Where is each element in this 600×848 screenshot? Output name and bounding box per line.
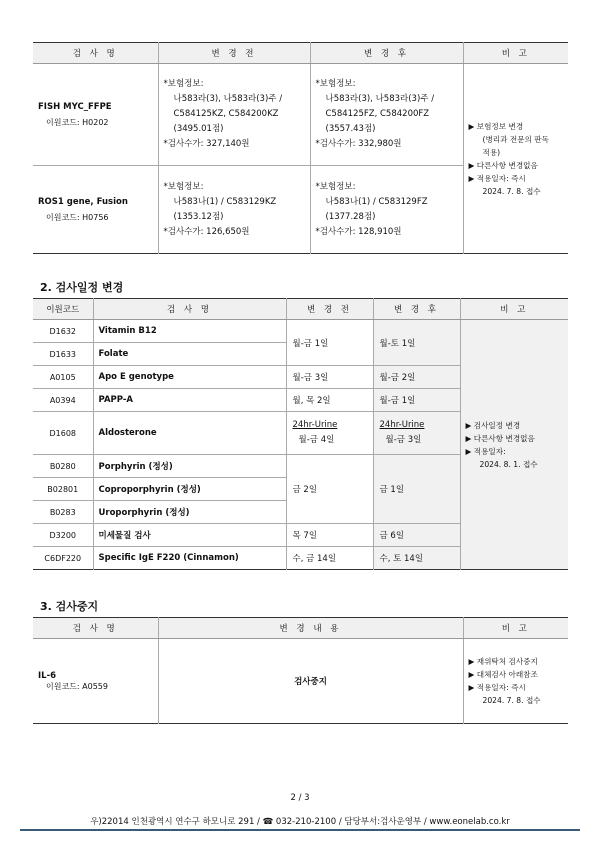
after-line: 나583나(1) / C583129FZ <box>325 196 428 207</box>
test-name: ROS1 gene, Fusion <box>38 196 128 207</box>
header-after: 변 경 후 <box>310 43 463 64</box>
test-code: 이원코드: H0202 <box>46 117 109 127</box>
header-test-name: 검 사 명 <box>33 43 158 64</box>
after-schedule <box>373 412 460 455</box>
before-line: *검사수가: 126,650원 <box>163 226 250 237</box>
test-code: 이원코드: H0756 <box>46 212 109 222</box>
test-cell <box>33 166 158 254</box>
test-name: 미세물질 검사 <box>93 524 286 547</box>
after-schedule: 금 1일 <box>373 455 460 524</box>
test-name: Specific IgE F220 (Cinnamon) <box>93 547 286 570</box>
change-content: 검사중지 <box>158 639 463 724</box>
note-line: 2024. 8. 1. 접수 <box>479 459 538 469</box>
note-line: (병리과 전문의 판독 <box>482 134 549 144</box>
header-test-name: 검 사 명 <box>33 618 158 639</box>
note-line: ▶ 적용일자: <box>465 446 506 456</box>
test-cell <box>33 64 158 166</box>
before-line: (1353.12점) <box>173 211 224 222</box>
footer-divider <box>20 829 580 831</box>
before-line: *검사수가: 327,140원 <box>163 139 250 149</box>
after-line: *검사수가: 332,980원 <box>315 139 402 149</box>
footer-address: 우)22014 인천광역시 연수구 하모니로 291 / ☎ 032-210-2100 / 담당부서:검사운영부 / www.eonelab.co.kr <box>90 817 510 827</box>
before-cell <box>158 166 310 254</box>
test-name: Vitamin B12 <box>93 320 286 343</box>
test-code: B02801 <box>33 478 93 501</box>
note-line: ▶ 대체검사 아래참조 <box>468 670 538 679</box>
note-line: 적용) <box>482 147 501 157</box>
after-schedule: 월-금 2일 <box>373 366 460 389</box>
insurance-change-table <box>33 42 568 254</box>
test-code: B0283 <box>33 501 93 524</box>
before-schedule: 금 2일 <box>286 455 373 524</box>
after-line: 나583라(3), 나583라(3)주 / <box>325 94 435 104</box>
before-schedule <box>286 412 373 455</box>
after-line: *보험정보: <box>315 79 356 89</box>
header-note: 비 고 <box>463 43 568 64</box>
test-code: A0105 <box>33 366 93 389</box>
after-line: *보험정보: <box>315 181 356 192</box>
test-code: D1632 <box>33 320 93 343</box>
test-discontinued-table <box>33 617 568 724</box>
header-note: 비 고 <box>463 618 568 639</box>
note-line: ▶ 다른사항 변경없음 <box>465 433 535 443</box>
table-row <box>33 64 568 166</box>
before-schedule: 목 7일 <box>286 524 373 547</box>
after-schedule: 수, 토 14일 <box>373 547 460 570</box>
test-code: D3200 <box>33 524 93 547</box>
table-header-row <box>33 618 568 639</box>
note-line: ▶ 다른사항 변경없음 <box>468 160 538 170</box>
note-cell <box>463 64 568 254</box>
after-schedule: 금 6일 <box>373 524 460 547</box>
before-line: C584125KZ, C584200KZ <box>173 109 279 119</box>
test-code: C6DF220 <box>44 553 82 563</box>
schedule-change-table <box>33 298 568 570</box>
note-cell <box>463 639 568 724</box>
note-line: ▶ 적용일자: 즉시 <box>468 173 526 183</box>
before-line: *보험정보: <box>163 79 204 89</box>
note-line: ▶ 검사일정 변경 <box>465 420 521 430</box>
header-before: 변 경 전 <box>286 299 373 320</box>
test-name: Uroporphyrin (정성) <box>93 501 286 524</box>
table-row <box>33 639 568 724</box>
after-line: (1377.28점) <box>325 211 376 222</box>
test-name: Apo E genotype <box>93 366 286 389</box>
after-line: C584125FZ, C584200FZ <box>325 109 430 119</box>
header-after: 변 경 후 <box>373 299 460 320</box>
note-line: ▶ 보험정보 변경 <box>468 121 524 131</box>
table-header-row <box>33 43 568 64</box>
after-line: *검사수가: 128,910원 <box>315 226 402 237</box>
header-before: 변 경 전 <box>158 43 310 64</box>
specimen-type: 24hr-Urine <box>379 420 425 430</box>
test-name: IL-6 <box>38 670 57 681</box>
before-schedule: 월-금 3일 <box>286 366 373 389</box>
before-schedule: 월-금 1일 <box>286 320 373 366</box>
schedule-text: 월-금 3일 <box>385 435 422 445</box>
before-line: *보험정보: <box>163 181 204 192</box>
header-test-name: 검 사 명 <box>93 299 286 320</box>
before-line: 나583라(3), 나583라(3)주 / <box>173 94 283 104</box>
test-code: 이원코드: A0559 <box>46 681 108 691</box>
after-schedule: 월-토 1일 <box>373 320 460 366</box>
test-name: FISH MYC_FFPE <box>38 101 112 112</box>
note-line: 2024. 7. 8. 접수 <box>482 696 541 705</box>
test-name: Coproporphyrin (정성) <box>93 478 286 501</box>
before-schedule: 수, 금 14일 <box>286 547 373 570</box>
section-title: 2. 검사일정 변경 <box>40 281 124 294</box>
header-code: 이원코드 <box>33 299 93 320</box>
test-cell <box>33 639 158 724</box>
table-row <box>33 320 568 343</box>
table-header-row <box>33 299 568 320</box>
after-cell <box>310 166 463 254</box>
after-cell <box>310 64 463 166</box>
specimen-type: 24hr-Urine <box>292 420 338 430</box>
section-title: 3. 검사중지 <box>40 600 99 613</box>
test-name: Porphyrin (정성) <box>93 455 286 478</box>
test-name: Folate <box>93 343 286 366</box>
before-line: (3495.01점) <box>173 124 224 134</box>
before-line: 나583나(1) / C583129KZ <box>173 196 277 207</box>
header-content: 변 경 내 용 <box>158 618 463 639</box>
note-cell <box>460 320 568 570</box>
test-code: A0394 <box>33 389 93 412</box>
before-schedule: 월, 목 2일 <box>286 389 373 412</box>
test-name: PAPP-A <box>93 389 286 412</box>
schedule-text: 월-금 4일 <box>298 435 335 445</box>
note-line: 2024. 7. 8. 접수 <box>482 186 541 196</box>
note-line: ▶ 재위탁처 검사중지 <box>468 657 538 666</box>
after-schedule: 월-금 1일 <box>373 389 460 412</box>
test-code: B0280 <box>33 455 93 478</box>
page-number: 2 / 3 <box>290 793 310 803</box>
note-line: ▶ 적용일자: 즉시 <box>468 683 526 692</box>
header-note: 비 고 <box>460 299 568 320</box>
test-code: D1608 <box>33 412 93 455</box>
after-line: (3557.43점) <box>325 124 376 134</box>
before-cell <box>158 64 310 166</box>
test-code: D1633 <box>33 343 93 366</box>
test-name: Aldosterone <box>93 412 286 455</box>
